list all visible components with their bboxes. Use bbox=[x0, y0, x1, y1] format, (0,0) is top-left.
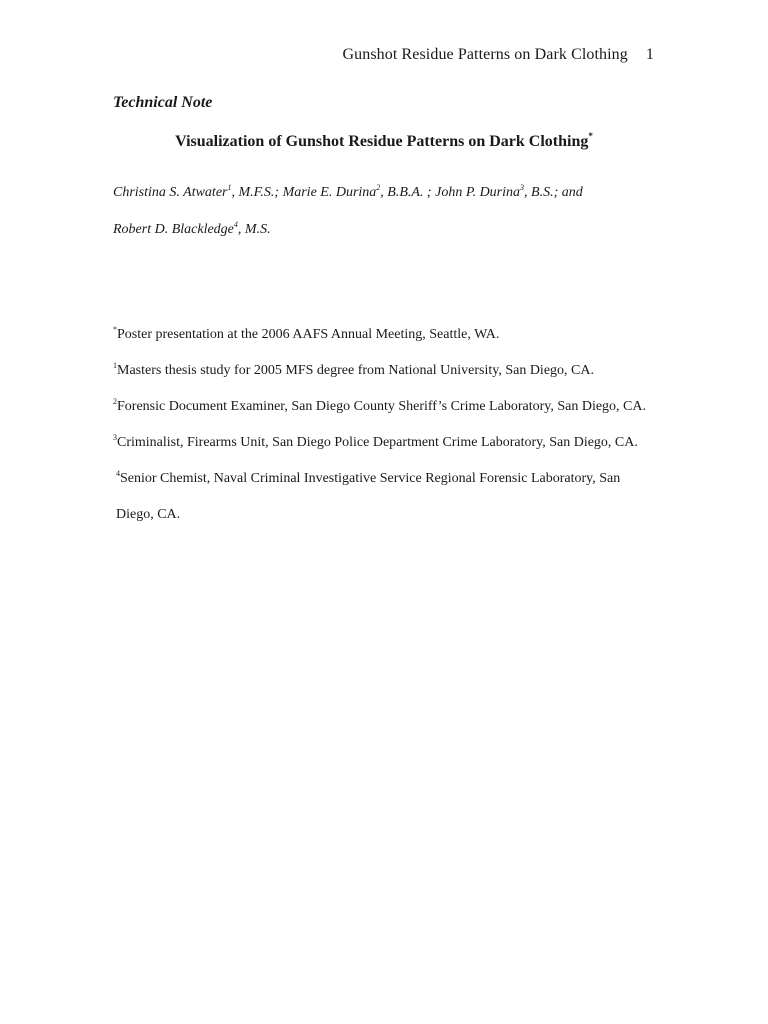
footnote-marker: 2 bbox=[113, 397, 117, 406]
footnote bbox=[113, 389, 658, 425]
author-line-1 bbox=[113, 174, 673, 211]
author-affiliation-marker: 2 bbox=[376, 183, 381, 192]
article-type-label: Technical Note bbox=[113, 94, 213, 111]
footnote-marker: 3 bbox=[113, 433, 117, 442]
footnote-text: Criminalist, Firearms Unit, San Diego Police Department Crime Laboratory, San Diego, CA. bbox=[117, 435, 638, 450]
author-name: Marie E. Durina bbox=[282, 185, 377, 200]
paper-title-text: Visualization of Gunshot Residue Patterns on Dark Clothing bbox=[175, 133, 589, 150]
author-list bbox=[113, 174, 673, 248]
author-affiliation-marker: 3 bbox=[520, 183, 525, 192]
page-number: 1 bbox=[645, 46, 654, 63]
footnote bbox=[113, 317, 658, 353]
author-line-2 bbox=[113, 211, 673, 248]
title-footnote-marker: * bbox=[588, 131, 593, 141]
footnote-marker: 1 bbox=[113, 361, 117, 370]
author-affiliation-marker: 1 bbox=[227, 183, 232, 192]
author-affiliation-marker: 4 bbox=[233, 220, 238, 229]
author-name: Christina S. Atwater bbox=[113, 185, 228, 200]
author-name: Robert D. Blackledge bbox=[113, 222, 234, 237]
footnote-text: Masters thesis study for 2005 MFS degree from National University, San Diego, CA. bbox=[117, 363, 594, 378]
footnote-text: Poster presentation at the 2006 AAFS Annual Meeting, Seattle, WA. bbox=[117, 327, 500, 342]
paper-title bbox=[0, 133, 768, 151]
footnote-marker: * bbox=[113, 325, 117, 334]
footnotes bbox=[113, 317, 658, 533]
footnote bbox=[113, 461, 658, 533]
author-degree: , B.B.A. ; bbox=[380, 185, 436, 200]
footnote-text: Forensic Document Examiner, San Diego County Sheriff’s Crime Laboratory, San Diego, CA. bbox=[117, 399, 647, 414]
author-degree: , M.S. bbox=[237, 222, 271, 237]
footnote-text: Senior Chemist, Naval Criminal Investigative Service Regional Forensic Laboratory, San Diego, CA. bbox=[116, 471, 621, 522]
footnote bbox=[113, 353, 658, 389]
author-degree: , B.S.; and bbox=[524, 185, 583, 200]
author-name: John P. Durina bbox=[435, 185, 521, 200]
footnote bbox=[113, 425, 658, 461]
author-degree: , M.F.S.; bbox=[231, 185, 283, 200]
running-head-title: Gunshot Residue Patterns on Dark Clothing bbox=[342, 46, 628, 63]
running-head bbox=[342, 46, 654, 64]
footnote-marker: 4 bbox=[116, 469, 120, 478]
